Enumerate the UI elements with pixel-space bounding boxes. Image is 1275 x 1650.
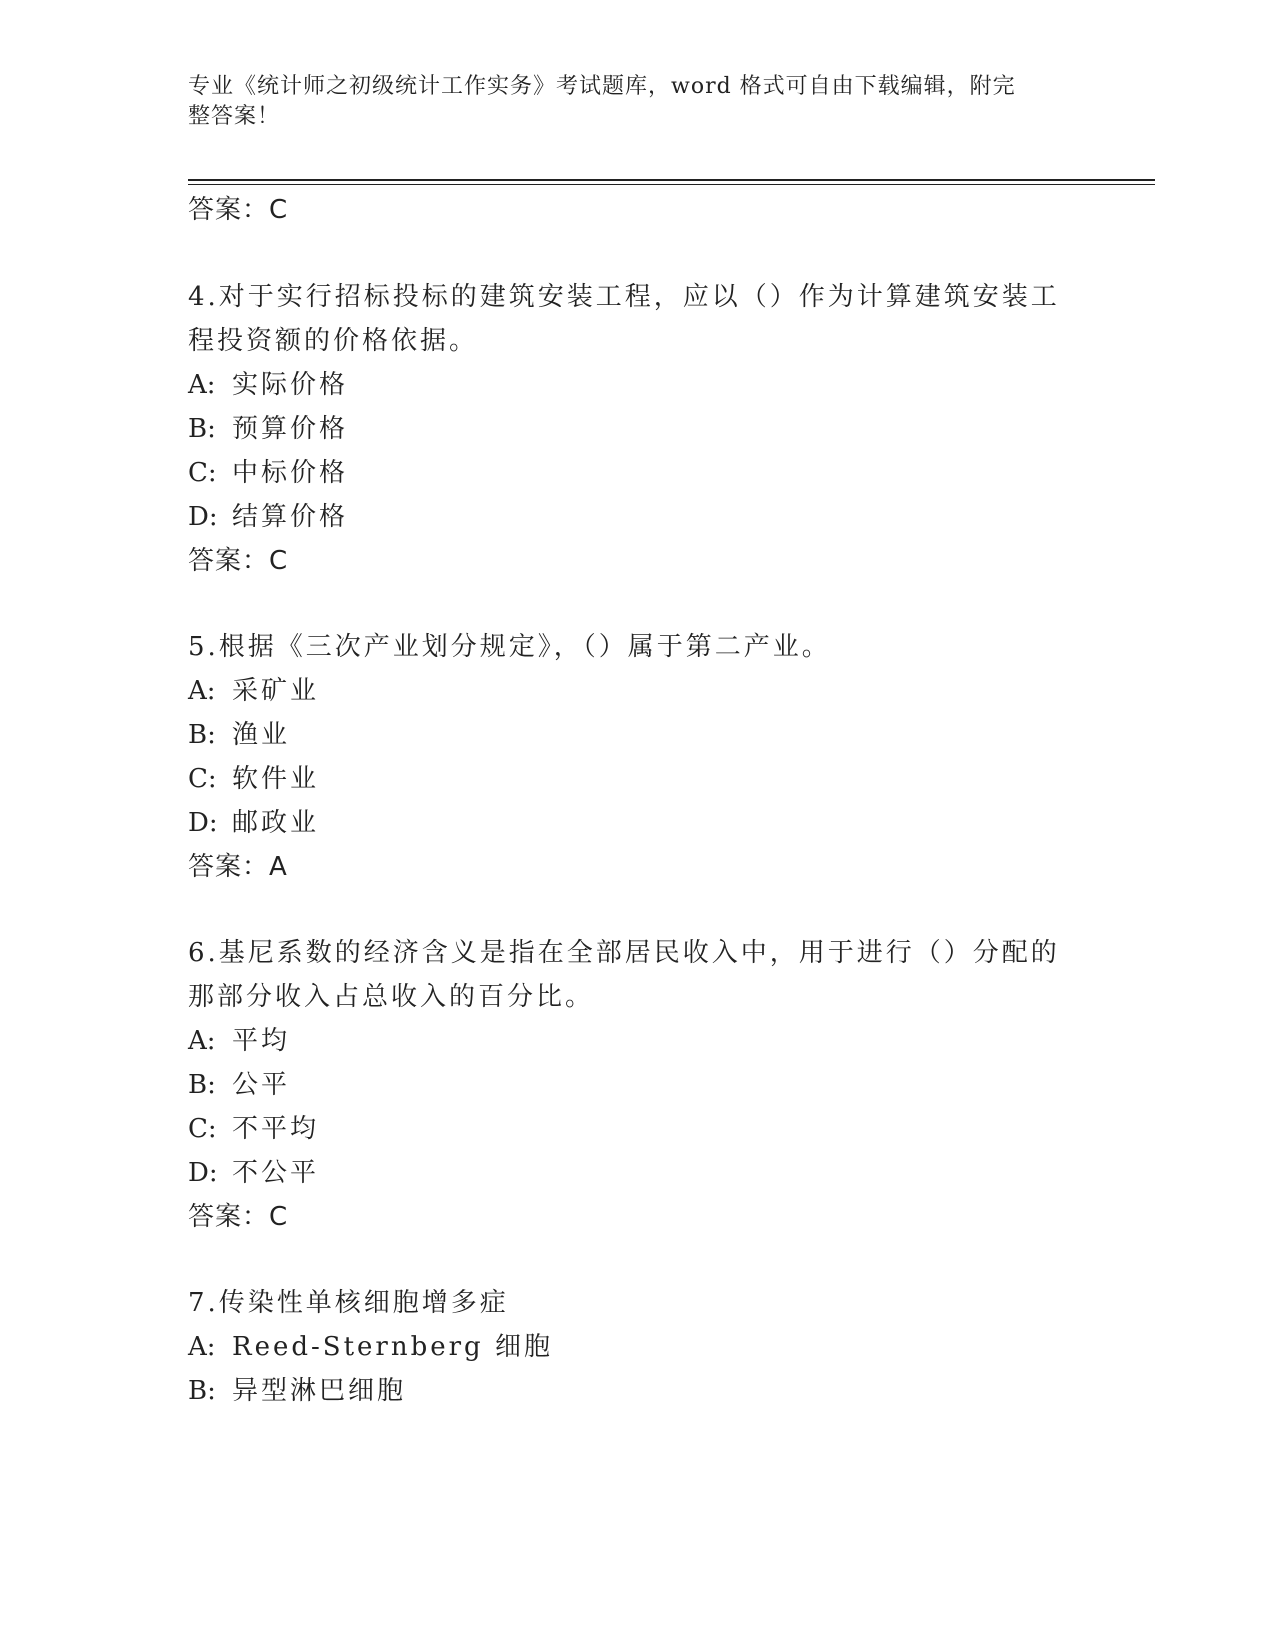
- answer-line: 答案：C: [188, 546, 289, 576]
- option-b: [188, 718, 290, 752]
- header-line-1: 专业《统计师之初级统计工作实务》考试题库，word 格式可自由下载编辑，附完: [188, 74, 1016, 99]
- question-stem: 5.根据《三次产业划分规定》，（）属于第二产业。: [188, 632, 831, 662]
- option-letter: A:: [188, 1332, 216, 1362]
- option-text: 实际价格: [232, 370, 349, 400]
- question-stem: 4.对于实行招标投标的建筑安装工程，应以（）作为计算建筑安装工: [188, 282, 1060, 312]
- header-line-2: 整答案！: [188, 104, 281, 129]
- option-d: [188, 806, 319, 840]
- option-text: 公平: [232, 1070, 291, 1100]
- option-b: [188, 412, 348, 446]
- option-letter: D:: [188, 502, 218, 532]
- option-c: [188, 1112, 319, 1146]
- header-divider-thin: [188, 184, 1155, 185]
- option-text: Reed-Sternberg 细胞: [232, 1332, 553, 1362]
- answer-line: 答案：A: [188, 852, 288, 882]
- option-text: 不平均: [232, 1114, 320, 1144]
- option-text: 采矿业: [232, 676, 320, 706]
- option-a: [188, 368, 348, 402]
- option-text: 预算价格: [232, 414, 349, 444]
- option-a: [188, 1024, 290, 1058]
- option-text: 不公平: [232, 1158, 320, 1188]
- option-letter: C:: [188, 1114, 217, 1144]
- option-text: 中标价格: [232, 458, 349, 488]
- option-c: [188, 456, 348, 490]
- option-letter: A:: [188, 676, 216, 706]
- option-a: [188, 674, 319, 708]
- option-text: 软件业: [232, 764, 320, 794]
- option-letter: D:: [188, 1158, 218, 1188]
- option-letter: B:: [188, 1070, 216, 1100]
- option-letter: C:: [188, 764, 217, 794]
- option-text: 渔业: [232, 720, 291, 750]
- answer-line: 答案：C: [188, 1202, 289, 1232]
- option-letter: B:: [188, 720, 216, 750]
- option-text: 平均: [232, 1026, 291, 1056]
- header-divider: [188, 179, 1155, 181]
- question-stem: 7.传染性单核细胞增多症: [188, 1288, 509, 1318]
- option-c: [188, 762, 319, 796]
- answer-line: 答案：C: [188, 195, 289, 225]
- question-stem-cont: 那部分收入占总收入的百分比。: [188, 982, 595, 1012]
- option-b: [188, 1374, 406, 1408]
- question-stem: 6.基尼系数的经济含义是指在全部居民收入中，用于进行（）分配的: [188, 938, 1060, 968]
- option-text: 邮政业: [232, 808, 320, 838]
- question-stem-cont: 程投资额的价格依据。: [188, 326, 479, 356]
- option-d: [188, 1156, 319, 1190]
- option-text: 异型淋巴细胞: [232, 1376, 407, 1406]
- option-b: [188, 1068, 290, 1102]
- option-a: [188, 1330, 553, 1364]
- option-letter: B:: [188, 414, 216, 444]
- option-letter: B:: [188, 1376, 216, 1406]
- option-letter: D:: [188, 808, 218, 838]
- option-d: [188, 500, 348, 534]
- document-header: [188, 72, 1068, 132]
- option-text: 结算价格: [232, 502, 349, 532]
- option-letter: C:: [188, 458, 217, 488]
- option-letter: A:: [188, 1026, 216, 1056]
- option-letter: A:: [188, 370, 216, 400]
